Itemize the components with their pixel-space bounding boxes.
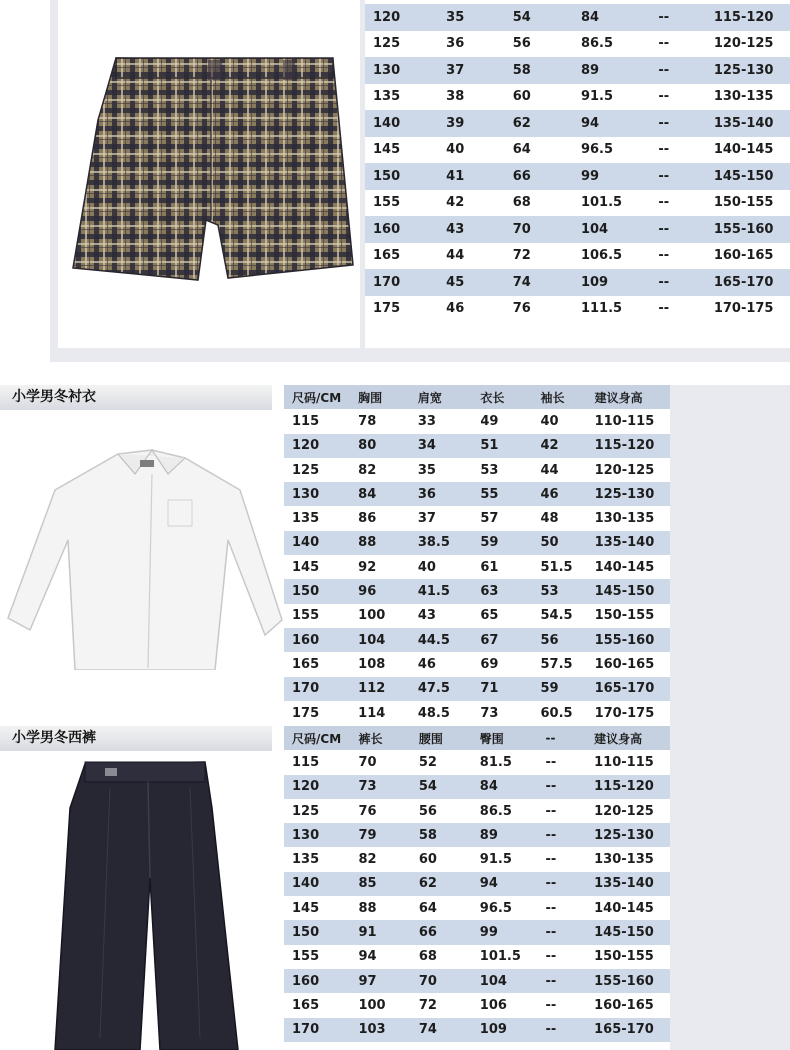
- shorts-row: [365, 4, 790, 31]
- shirt-cell: 165-170: [587, 677, 670, 701]
- shirt-cell: 120-125: [594, 462, 655, 478]
- pants-row: [284, 1018, 670, 1042]
- shorts-cell: 96.5: [580, 142, 614, 158]
- shorts-cell: 36: [446, 36, 465, 52]
- shorts-cell: 145-150: [706, 163, 790, 190]
- shirt-cell: 57.5: [540, 656, 573, 672]
- pants-cell: --: [537, 1018, 586, 1042]
- pants-cell: 89: [472, 823, 538, 847]
- shorts-cell: 160: [365, 216, 438, 243]
- shorts-image-panel: [58, 0, 360, 348]
- shirt-cell: 33: [417, 413, 436, 429]
- pants-cell: 52: [418, 754, 437, 770]
- pants-cell: 86.5: [479, 803, 512, 819]
- shorts-cell: --: [650, 269, 705, 296]
- pants-cell: 96.5: [479, 900, 512, 916]
- shirt-cell: 40: [417, 559, 436, 575]
- pants-cell: 130: [284, 823, 350, 847]
- shorts-row: [365, 190, 790, 217]
- shorts-cell: 111.5: [580, 301, 623, 317]
- shirt-cell: 34: [410, 434, 473, 458]
- pants-cell: 58: [411, 823, 472, 847]
- plaid-shorts-photo: [58, 0, 360, 300]
- pants-cell: 170: [284, 1018, 350, 1042]
- shirt-cell: 175: [292, 705, 320, 721]
- shirt-cell: 140: [284, 531, 350, 555]
- shirt-cell: 150: [284, 579, 350, 603]
- pants-row: [284, 750, 670, 774]
- shirt-cell: 92: [358, 559, 377, 575]
- shirt-cell: 47.5: [410, 677, 473, 701]
- shirt-cell: 108: [358, 656, 386, 672]
- pants-row: [284, 945, 670, 969]
- pants-cell: 125-130: [586, 823, 670, 847]
- shirt-cell: 46: [533, 482, 587, 506]
- shirt-cell: 69: [480, 656, 499, 672]
- pants-cell: 115-120: [586, 775, 670, 799]
- shirt-cell: 130-135: [594, 511, 655, 527]
- shorts-row: [365, 84, 790, 111]
- pants-cell: 99: [472, 920, 538, 944]
- shirt-cell: 115-120: [587, 434, 670, 458]
- shirt-cell: 84: [350, 482, 410, 506]
- shorts-cell: 66: [505, 163, 573, 190]
- shirt-row: [284, 434, 670, 458]
- shorts-cell: 91.5: [580, 89, 614, 105]
- shorts-row: [365, 110, 790, 137]
- shirt-row: [284, 482, 670, 506]
- pants-row: [284, 872, 670, 896]
- pants-cell: 150-155: [594, 949, 654, 965]
- shirt-row: [284, 701, 670, 725]
- shorts-cell: 165-170: [706, 269, 790, 296]
- pants-cell: 140-145: [594, 900, 654, 916]
- pants-cell: 84: [472, 775, 538, 799]
- shorts-cell: 155-160: [706, 216, 790, 243]
- shirt-cell: 51: [472, 434, 532, 458]
- shirt-size-table: [284, 385, 670, 725]
- shorts-cell: 165: [373, 248, 401, 264]
- pants-cell: 104: [472, 969, 538, 993]
- pants-header-cell: 建议身高: [586, 726, 670, 750]
- shirt-row: [284, 677, 670, 701]
- pants-cell: 79: [350, 823, 410, 847]
- shirt-row: [284, 458, 670, 482]
- pants-cell: 91: [350, 920, 410, 944]
- shirt-cell: 125: [292, 462, 320, 478]
- shorts-cell: 170-175: [713, 301, 774, 317]
- shirt-cell: 54.5: [540, 608, 573, 624]
- pants-cell: 120: [284, 775, 350, 799]
- pants-header-row: [284, 726, 670, 750]
- shirt-cell: 96: [350, 579, 410, 603]
- pants-cell: 85: [350, 872, 410, 896]
- shirt-cell: 170: [284, 677, 350, 701]
- shorts-cell: 60: [512, 89, 531, 105]
- pants-cell: --: [537, 920, 586, 944]
- shirt-cell: 155: [292, 608, 320, 624]
- pants-header-cell: 裤长: [350, 726, 410, 750]
- shorts-cell: 40: [446, 142, 465, 158]
- shorts-cell: 140-145: [713, 142, 774, 158]
- shorts-cell: 94: [573, 110, 650, 137]
- pants-cell: --: [545, 852, 557, 868]
- pants-cell: 145-150: [586, 920, 670, 944]
- pants-cell: 54: [411, 775, 472, 799]
- shirt-cell: 88: [350, 531, 410, 555]
- shorts-row: [365, 243, 790, 270]
- shirt-cell: 104: [350, 628, 410, 652]
- pants-cell: --: [545, 900, 557, 916]
- shirt-header-cell: 肩宽: [410, 385, 473, 409]
- white-shirt-photo: [0, 430, 284, 670]
- pants-cell: 110-115: [594, 754, 654, 770]
- shirt-cell: 44.5: [410, 628, 473, 652]
- shirt-cell: 100: [358, 608, 386, 624]
- shorts-cell: --: [658, 89, 670, 105]
- shorts-cell: 42: [446, 195, 465, 211]
- shirt-cell: 61: [480, 559, 499, 575]
- shirt-cell: 44: [540, 462, 559, 478]
- shirt-row: [284, 531, 670, 555]
- shorts-cell: 74: [505, 269, 573, 296]
- shorts-row: [365, 216, 790, 243]
- shorts-cell: 150-155: [713, 195, 774, 211]
- pants-cell: 73: [350, 775, 410, 799]
- shirt-cell: 120: [284, 434, 350, 458]
- shorts-cell: 37: [438, 57, 505, 84]
- shirt-cell: 112: [350, 677, 410, 701]
- pants-cell: 120-125: [594, 803, 654, 819]
- shirt-cell: 59: [472, 531, 532, 555]
- shorts-cell: --: [658, 248, 670, 264]
- pants-cell: 68: [418, 949, 437, 965]
- shirt-cell: 56: [533, 628, 587, 652]
- shorts-cell: 41: [438, 163, 505, 190]
- pants-image-panel: [0, 758, 284, 1050]
- pants-cell: 88: [358, 900, 377, 916]
- shorts-size-table: [365, 4, 790, 322]
- pants-cell: 155: [292, 949, 320, 965]
- shorts-row: [365, 31, 790, 58]
- pants-cell: 155-160: [586, 969, 670, 993]
- pants-section-band: [670, 725, 790, 1050]
- pants-cell: 115: [292, 754, 320, 770]
- shirt-header-cell: 尺码/CM: [284, 385, 350, 409]
- shorts-cell: --: [650, 216, 705, 243]
- shorts-cell: 99: [573, 163, 650, 190]
- shirt-cell: 73: [480, 705, 499, 721]
- pants-cell: 160: [284, 969, 350, 993]
- shirt-section-band: [670, 385, 790, 725]
- shirt-cell: 165: [292, 656, 320, 672]
- pants-cell: 160-165: [594, 997, 654, 1013]
- shirt-cell: 67: [472, 628, 532, 652]
- navy-trousers-photo: [0, 758, 284, 1050]
- shirt-cell: 160: [284, 628, 350, 652]
- shorts-row: [365, 269, 790, 296]
- shirt-cell: 37: [417, 511, 436, 527]
- pants-cell: 130-135: [594, 852, 654, 868]
- shirt-cell: 86: [358, 511, 377, 527]
- shirt-cell: 40: [540, 413, 559, 429]
- shirt-cell: 50: [533, 531, 587, 555]
- shirt-cell: 49: [480, 413, 499, 429]
- shorts-cell: --: [650, 163, 705, 190]
- shirt-cell: 78: [358, 413, 377, 429]
- shirt-header-cell: 胸围: [350, 385, 410, 409]
- shorts-cell: 140: [365, 110, 438, 137]
- pants-cell: 74: [411, 1018, 472, 1042]
- shirt-cell: 63: [472, 579, 532, 603]
- shirt-cell: 155-160: [587, 628, 670, 652]
- shorts-cell: 64: [512, 142, 531, 158]
- shorts-cell: 145: [373, 142, 401, 158]
- pants-cell: 66: [411, 920, 472, 944]
- shorts-cell: 120-125: [713, 36, 774, 52]
- shirt-cell: 170-175: [594, 705, 655, 721]
- shorts-cell: --: [658, 36, 670, 52]
- shorts-cell: 130: [365, 57, 438, 84]
- pants-row: [284, 847, 670, 871]
- pants-cell: 94: [472, 872, 538, 896]
- shirt-cell: 53: [480, 462, 499, 478]
- shorts-cell: 170: [365, 269, 438, 296]
- shirt-header-row: [284, 385, 670, 409]
- shirt-cell: 48.5: [417, 705, 450, 721]
- pants-cell: 91.5: [479, 852, 512, 868]
- shirt-cell: 53: [533, 579, 587, 603]
- pants-cell: 64: [418, 900, 437, 916]
- shorts-cell: 104: [573, 216, 650, 243]
- pants-cell: 145: [292, 900, 320, 916]
- shorts-row: [365, 57, 790, 84]
- shorts-cell: 125: [373, 36, 401, 52]
- shorts-cell: 109: [573, 269, 650, 296]
- shirt-cell: 46: [417, 656, 436, 672]
- pants-cell: 70: [411, 969, 472, 993]
- pants-cell: 94: [358, 949, 377, 965]
- shirt-cell: 43: [417, 608, 436, 624]
- shorts-cell: --: [650, 110, 705, 137]
- shirt-row: [284, 628, 670, 652]
- shirt-row: [284, 506, 670, 530]
- pants-cell: 135-140: [586, 872, 670, 896]
- pants-header-cell: --: [537, 726, 586, 750]
- shorts-cell: 76: [512, 301, 531, 317]
- pants-row: [284, 993, 670, 1017]
- shorts-cell: --: [650, 57, 705, 84]
- pants-cell: 97: [350, 969, 410, 993]
- shirt-cell: 114: [358, 705, 386, 721]
- pants-header-cell: 腰围: [411, 726, 472, 750]
- pants-cell: 70: [358, 754, 377, 770]
- shirt-header-cell: 建议身高: [587, 385, 670, 409]
- shirt-cell: 42: [533, 434, 587, 458]
- shirt-row: [284, 409, 670, 433]
- shirt-cell: 55: [472, 482, 532, 506]
- shirt-cell: 51.5: [540, 559, 573, 575]
- pants-row: [284, 799, 670, 823]
- shorts-cell: 155: [373, 195, 401, 211]
- pants-row: [284, 896, 670, 920]
- shirt-cell: 110-115: [594, 413, 655, 429]
- shorts-cell: 39: [438, 110, 505, 137]
- shorts-cell: 84: [573, 4, 650, 31]
- shorts-cell: 160-165: [713, 248, 774, 264]
- pants-cell: 135: [292, 852, 320, 868]
- shirt-image-panel: [0, 430, 284, 670]
- pants-cell: 106: [479, 997, 507, 1013]
- pants-cell: --: [545, 803, 557, 819]
- shorts-cell: 101.5: [580, 195, 623, 211]
- shorts-cell: --: [650, 4, 705, 31]
- pants-cell: --: [545, 754, 557, 770]
- shorts-cell: 175: [373, 301, 401, 317]
- shirt-cell: 82: [358, 462, 377, 478]
- shorts-cell: 68: [512, 195, 531, 211]
- shorts-cell: 56: [512, 36, 531, 52]
- pants-cell: 140: [284, 872, 350, 896]
- shorts-cell: 150: [365, 163, 438, 190]
- shorts-cell: 135: [373, 89, 401, 105]
- shirt-cell: 48: [540, 511, 559, 527]
- pants-cell: --: [537, 823, 586, 847]
- shirt-cell: 41.5: [410, 579, 473, 603]
- pants-cell: 125: [292, 803, 320, 819]
- shirt-row: [284, 555, 670, 579]
- pants-cell: 109: [472, 1018, 538, 1042]
- pants-row: [284, 920, 670, 944]
- shirt-section-title: 小学男冬衬衣: [0, 385, 272, 410]
- shirt-header-cell: 袖长: [533, 385, 587, 409]
- shorts-cell: 130-135: [713, 89, 774, 105]
- pants-cell: --: [537, 775, 586, 799]
- shirt-row: [284, 652, 670, 676]
- shirt-cell: 59: [533, 677, 587, 701]
- shorts-cell: 35: [438, 4, 505, 31]
- pants-cell: 62: [411, 872, 472, 896]
- shirt-cell: 145: [292, 559, 320, 575]
- shirt-cell: 145-150: [587, 579, 670, 603]
- pants-cell: 76: [358, 803, 377, 819]
- shorts-row: [365, 163, 790, 190]
- shorts-cell: 45: [438, 269, 505, 296]
- shorts-cell: 54: [505, 4, 573, 31]
- pants-cell: 100: [358, 997, 386, 1013]
- pants-cell: 165: [292, 997, 320, 1013]
- pants-row: [284, 775, 670, 799]
- shirt-row: [284, 604, 670, 628]
- shirt-cell: 36: [410, 482, 473, 506]
- shorts-cell: 86.5: [580, 36, 614, 52]
- shorts-cell: 70: [505, 216, 573, 243]
- pants-section-title: 小学男冬西裤: [0, 726, 272, 751]
- shirt-cell: 65: [480, 608, 499, 624]
- shirt-cell: 150-155: [594, 608, 655, 624]
- pants-header-cell: 尺码/CM: [284, 726, 350, 750]
- pants-cell: 82: [358, 852, 377, 868]
- pants-header-cell: 臀围: [472, 726, 538, 750]
- shorts-cell: --: [658, 301, 670, 317]
- pants-cell: 60: [418, 852, 437, 868]
- shorts-cell: --: [658, 142, 670, 158]
- shorts-cell: 125-130: [706, 57, 790, 84]
- pants-cell: 101.5: [479, 949, 521, 965]
- shorts-cell: --: [658, 195, 670, 211]
- shirt-cell: 135-140: [587, 531, 670, 555]
- shirt-cell: 130: [284, 482, 350, 506]
- shorts-row: [365, 296, 790, 323]
- shorts-cell: 46: [446, 301, 465, 317]
- shirt-cell: 160-165: [594, 656, 655, 672]
- shirt-cell: 38.5: [410, 531, 473, 555]
- shorts-row: [365, 137, 790, 164]
- pants-size-table: [284, 726, 670, 1042]
- shorts-cell: 115-120: [706, 4, 790, 31]
- pants-cell: 165-170: [586, 1018, 670, 1042]
- shirt-cell: 57: [480, 511, 499, 527]
- pants-cell: 103: [350, 1018, 410, 1042]
- shirt-cell: 80: [350, 434, 410, 458]
- shirt-cell: 125-130: [587, 482, 670, 506]
- shorts-cell: 135-140: [706, 110, 790, 137]
- pants-cell: 72: [418, 997, 437, 1013]
- shorts-cell: 38: [446, 89, 465, 105]
- shorts-cell: 44: [446, 248, 465, 264]
- shorts-cell: 89: [573, 57, 650, 84]
- pants-row: [284, 823, 670, 847]
- shorts-cell: 120: [365, 4, 438, 31]
- pants-cell: --: [537, 872, 586, 896]
- shirt-cell: 35: [417, 462, 436, 478]
- shorts-cell: 72: [512, 248, 531, 264]
- pants-cell: --: [545, 949, 557, 965]
- pants-cell: --: [537, 969, 586, 993]
- shirt-cell: 60.5: [540, 705, 573, 721]
- shorts-cell: 62: [505, 110, 573, 137]
- shirt-cell: 135: [292, 511, 320, 527]
- pants-cell: --: [545, 997, 557, 1013]
- shorts-cell: 106.5: [580, 248, 623, 264]
- shirt-row: [284, 579, 670, 603]
- shirt-cell: 140-145: [594, 559, 655, 575]
- shorts-cell: 43: [438, 216, 505, 243]
- shirt-header-cell: 衣长: [472, 385, 532, 409]
- pants-cell: 56: [418, 803, 437, 819]
- pants-row: [284, 969, 670, 993]
- pants-cell: 81.5: [479, 754, 512, 770]
- shirt-cell: 71: [472, 677, 532, 701]
- shorts-cell: 58: [505, 57, 573, 84]
- pants-cell: 150: [284, 920, 350, 944]
- shirt-cell: 115: [292, 413, 320, 429]
